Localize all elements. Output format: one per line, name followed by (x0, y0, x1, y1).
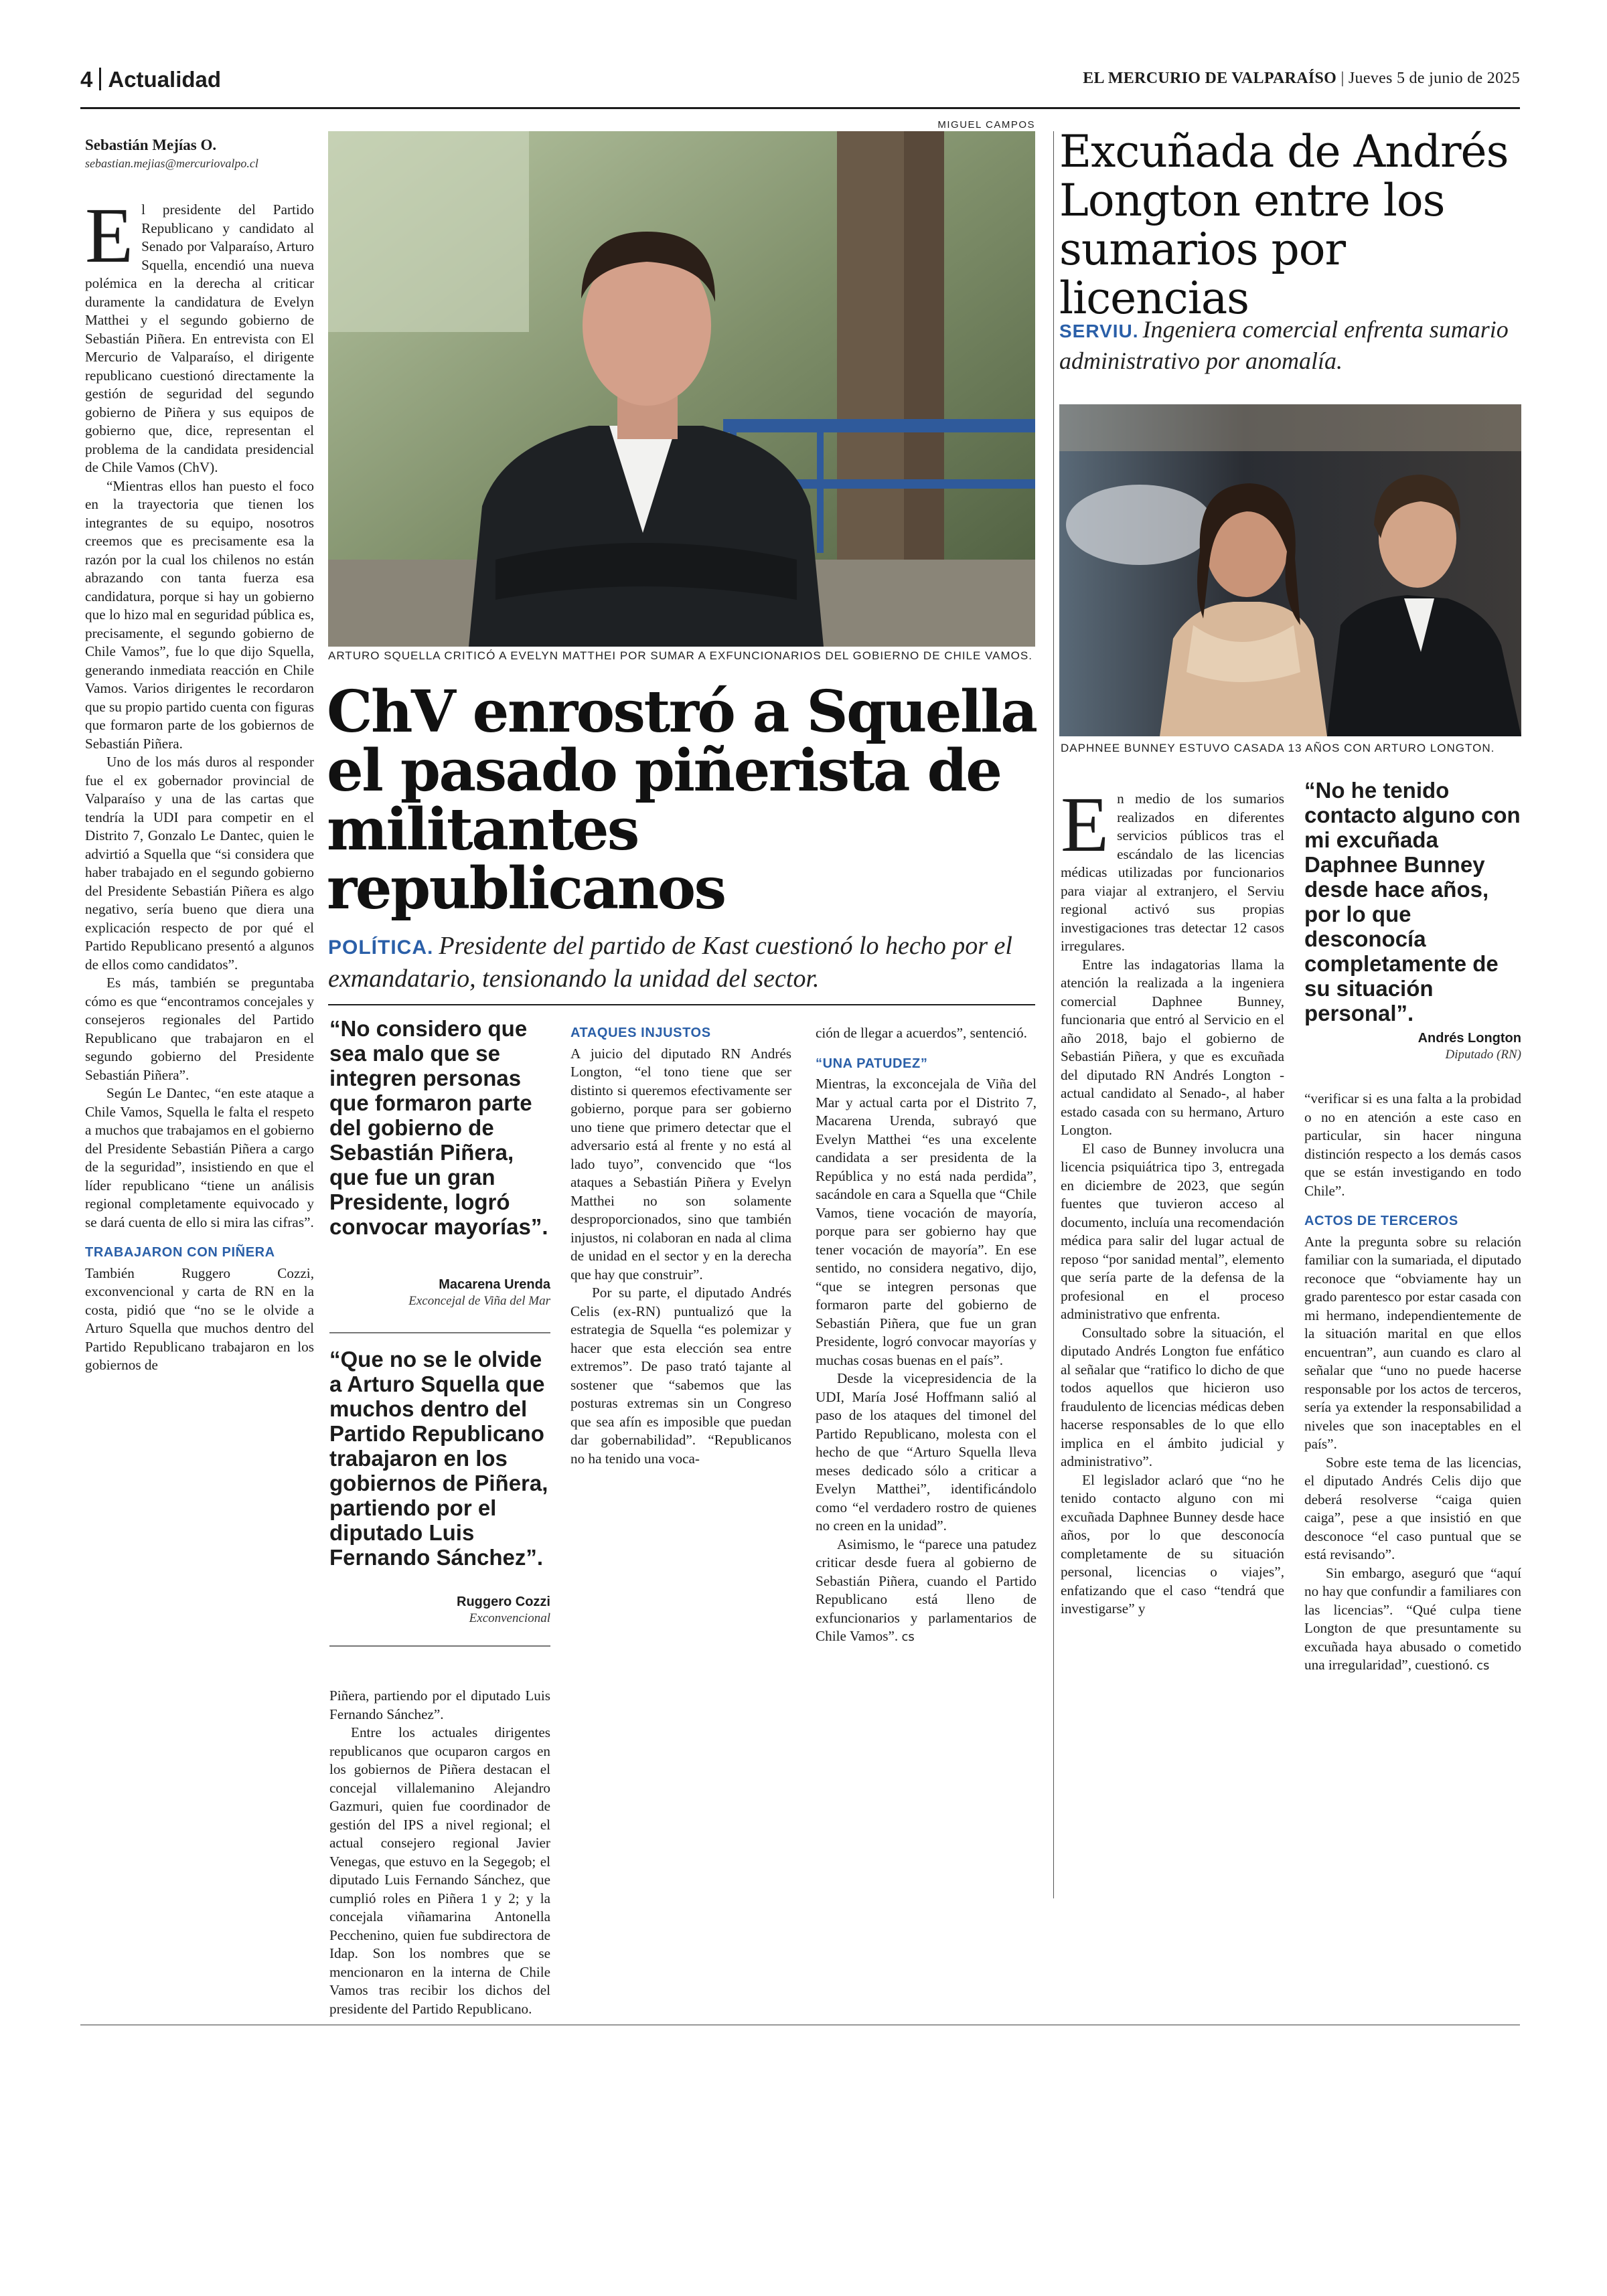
page-header (80, 64, 1520, 104)
end-mark-icon: cs (901, 1630, 915, 1644)
quote-speaker-role: Exconvencional (469, 1611, 550, 1625)
main-photo-caption: ARTURO SQUELLA CRITICÓ A EVELYN MATTHEI POR SUMAR A EXFUNCIONARIOS DEL GOBIERNO DE CHILE VAMOS. (328, 649, 1032, 662)
side-headline: Excuñada de Andrés Longton entre los sumarios por licencias (1059, 126, 1509, 324)
section-name: Actualidad (108, 67, 222, 92)
paragraph: Sobre este tema de las licencias, el diputado Andrés Celis dijo que deberá resolverse “caiga quien caiga”, pese a que insistió en que desconoce “el caso puntual que se está revisando”. (1304, 1454, 1521, 1562)
byline (85, 137, 319, 171)
paragraph: Entre las indagatorias llama la atención la realizada a la ingeniera comercial Daphnee Bunney, funcionaria que entró al Servicio en el año 2018, bajo el gobierno de Sebastián Piñera, y que es excuñada del diputado RN Andrés Longton -actual candidato al Senado-, al haber estado casada con su hermano, Arturo Longton. (1061, 956, 1284, 1138)
author-email: sebastian.mejias@mercuriovalpo.cl (85, 157, 258, 170)
side-article-column-2 (1304, 1090, 1521, 1886)
deck-tag: POLÍTICA. (328, 936, 434, 959)
paragraph: Uno de los más duros al responder fue el ex gobernador provincial de Valparaíso y una de las cartas que tendría la UDI para competir en el Distrito 7, Gonzalo Le Dantec, quien le advirtió a Squella que “si considera que haber trabajado en el segundo gobierno del Presidente Sebastián Piñera es algo negativo, sería bueno que diera una explicación respecto de por qué el Partido Republicano presentó a algunos de ellos como candidatos”. (85, 754, 314, 973)
paragraph: Consultado sobre la situación, el diputado Andrés Longton fue enfático al señalar que “ratifico lo dicho de que todos aquellos que hicieron uso fraudulento de licencias médicas deben hacerse responsables de lo que ello implica en el ámbito judicial y administrativo”. (1061, 1324, 1284, 1469)
paragraph: Sin embargo, aseguró que “aquí no hay que confundir a familiares con las licencias”. “Qué culpa tiene Longton de que presuntamente su excuñada haya abusado o cometido una irregularidad”, cuestionó. cs (1304, 1564, 1521, 1673)
paragraph: Asimismo, le “parece una patudez criticar desde fuera al gobierno de Sebastián Piñera, cuando el Partido Republicano está lleno de exfuncionarios y parlamentarios de Chile Vamos”. cs (816, 1536, 1037, 1644)
couple-photo-illustration (1059, 404, 1521, 736)
pull-quote-3-text: “No he tenido contacto alguno con mi excuñada Daphnee Bunney desde hace años, por lo que desconocía completamente de su situación personal”. (1304, 778, 1521, 1026)
subheading: ACTOS DE TERCEROS (1304, 1214, 1458, 1228)
quote-speaker: Ruggero Cozzi (457, 1594, 550, 1609)
paragraph: Entre los actuales dirigentes republicanos que ocuparon cargos en los gobiernos de Piñera destacan el concejal villalemanino Alejandro Gazmuri, quien fue coordinador de gestión del IPS a nivel regional; el actual consejero regional Javier Venegas, que estuvo en la Segegob; el diputado Luis Fernando Sánchez, que cumplió roles en Piñera 1 y 2; y la concejala viñamarina Antonella Pecchenino, quien fue subdirectora de Idap. Son los nombres que se mencionaron en la interna de Chile Vamos tras recibir los dichos del presidente del Partido Republicano. (329, 1724, 550, 2017)
paragraph: Desde la vicepresidencia de la UDI, María José Hoffmann salió al paso de los ataques del timonel del Partido Republicano, molesta con el hecho de que “Arturo Squella lleva meses dedicado sólo a criticar a Evelyn Matthei”, identificándolo como “el verdadero rostro de quienes no creen en la unidad”. (816, 1370, 1037, 1534)
main-photo (328, 131, 1035, 647)
paragraph: El caso de Bunney involucra una licencia psiquiátrica tipo 3, entregada en diciembre de 2023, que según fuentes que tuvieron acceso al documento, incluía una recomendación médica para salir del lugar actual de reposo “por sanidad mental”, elemento que sería parte de la defensa de la profesional en el proceso administrativo que enfrenta. (1061, 1140, 1284, 1322)
main-article-column-1 (85, 191, 314, 1888)
portrait-illustration (328, 131, 1035, 647)
author-name: Sebastián Mejías O. (85, 137, 217, 153)
side-photo-caption: DAPHNEE BUNNEY ESTUVO CASADA 13 AÑOS CON ARTURO LONGTON. (1061, 742, 1495, 754)
main-article-column-4 (816, 1024, 1037, 1888)
side-photo (1059, 404, 1521, 736)
quote-speaker-role: Exconcejal de Viña del Mar (408, 1294, 550, 1308)
subheading: ATAQUES INJUSTOS (570, 1026, 711, 1040)
main-headline: ChV enrostró a Squella el pasado piñerista de militantes republicanos (327, 678, 1037, 922)
paragraph: Por su parte, el diputado Andrés Celis (ex-RN) puntualizó que la estrategia de Squella “es polemizar y hacer que esta elección sea entre extremos”. De paso trató tajante al sostener que “sabemos que las posturas extremas sin un Congreso que sea afín es imposible que puedan dar gobernabilidad”. “Republicanos no ha tenido una voca- (570, 1285, 791, 1467)
column-divider (1053, 131, 1054, 1898)
quote-divider (329, 1332, 550, 1333)
page-number: 4 (80, 67, 93, 92)
header-separator: | (1341, 70, 1349, 87)
paragraph: En medio de los sumarios realizados en diferentes servicios públicos tras el escándalo de las licencias médicas utilizadas por funcionarios para viajar al extranjero, el Serviu regional activó sus propias investigaciones tras detectar 12 casos irregulares. (1061, 781, 1284, 954)
pull-quote-1: “No considero que sea malo que se integren personas que formaron parte del gobierno de Sebastián Piñera, que fue un gran Presidente, logró convocar mayorías”. (329, 1016, 548, 1239)
deck-rule (328, 1004, 1035, 1005)
deck-text: Presidente del partido de Kast cuestionó lo hecho por el exmandatario, tensionando la unidad del sector. (328, 932, 1012, 993)
pull-quote-2: “Que no se le olvide a Arturo Squella que muchos dentro del Partido Republicano trabajaron en los gobiernos de Piñera, partiendo por el diputado Luis Fernando Sánchez”. (329, 1347, 548, 1570)
quote-speaker: Macarena Urenda (439, 1277, 550, 1292)
paragraph: ción de llegar a acuerdos”, sentenció. (816, 1025, 1027, 1041)
paragraph: El presidente del Partido Republicano y candidato al Senado por Valparaíso, Arturo Squella, encendió una nueva polémica en la derecha al criticar duramente la candidatura de Evelyn Matthei y el segundo gobierno de Sebastián Piñera. En entrevista con El Mercurio de Valparaíso, el dirigente republicano cuestionó directamente la gestión de seguridad del segundo gobierno de Piñera y sus equipos de gobierno que, dice, representan el problema de la candidata presidencial de Chile Vamos (ChV). (85, 191, 314, 475)
paragraph: El legislador aclaró que “no he tenido contacto alguno con mi excuñada Daphnee Bunney desde hace años, por lo que desconocía completamente de su situación personal, licencias o viajes”, enfatizando que el caso “tendrá que investigarse” y (1061, 1471, 1284, 1617)
paragraph: Mientras, la exconcejala de Viña del Mar y actual carta por el Distrito 7, Macarena Urenda, subrayó que Evelyn Matthei “es una excelente candidata a ser presidenta de la República y no está nada perdida”, sacándole en cara a Squella que “Chile Vamos, tiene vocación de mayoría, porque para ser gobierno hay que tener vocación de mayoría”. En ese sentido, no considera negativo, dijo, “que se integren personas que formaron parte del gobierno de Sebastián Piñera, que fue un gran Presidente, logró convocar mayorías y muchas cosas buenas en el país”. (816, 1076, 1037, 1368)
side-article-column-1 (1061, 781, 1284, 1888)
pull-quote-1-attribution (329, 1277, 550, 1309)
issue-date: Jueves 5 de junio de 2025 (1348, 70, 1520, 87)
masthead: EL MERCURIO DE VALPARAÍSO (1083, 70, 1337, 87)
paragraph: Ante la pregunta sobre su relación familiar con la sumariada, el diputado reconoce que “obviamente hay un grado parentesco por estar casada con mi hermano, independientemente de la situación marital en que ellos encuentran”, aun cuando es claro al señalar que “uno no puede hacerse responsable por los actos de terceros, sería ya extender la responsabilidad a niveles que son inaceptables en el país”. (1304, 1233, 1521, 1452)
deck-text: Ingeniera comercial enfrenta sumario administrativo por anomalía. (1059, 316, 1509, 374)
subheading: TRABAJARON CON PIÑERA (85, 1245, 275, 1260)
drop-cap: E (85, 191, 134, 279)
paragraph: Según Le Dantec, “en este ataque a Chile Vamos, Squella le falta el respeto a muchos que trabajamos en el gobierno del Presidente Sebastián Piñera a cargo de la seguridad”, insistiendo en que el líder republicano “tiene un análisis regional completamente equivocado y se dará cuenta de ello si mira las cifras”. (85, 1085, 314, 1230)
pull-quote-3 (1304, 778, 1521, 1026)
quote-speaker: Andrés Longton (1418, 1031, 1521, 1046)
footer-rule (80, 2024, 1520, 2026)
paragraph: A juicio del diputado RN Andrés Longton, “el tono tiene que ser distinto si queremos efectivamente ser gobierno, porque para ser gobierno uno tiene que primero detectar que el adversario está al frente y no está al lado tuyo”, convencido que “los ataques a Sebastián Piñera y Evelyn Matthei no son solamente desproporcionados, sino que también injustos, ni colaboran en nada al clima de unidad en el sector y en la derecha que hay que construir”. (570, 1045, 791, 1283)
subheading: “UNA PATUDEZ” (816, 1056, 928, 1071)
photo-credit: MIGUEL CAMPOS (937, 119, 1035, 131)
header-rule (80, 107, 1520, 109)
side-deck (1059, 315, 1528, 376)
header-divider (99, 68, 101, 90)
section-label (80, 67, 221, 92)
quote-speaker-role: Diputado (RN) (1445, 1048, 1521, 1062)
end-mark-icon: cs (1476, 1659, 1490, 1673)
masthead-line (1083, 70, 1520, 88)
main-deck (328, 930, 1038, 994)
pull-quote-3-attribution (1304, 1031, 1521, 1062)
pull-quote-2-attribution (329, 1594, 550, 1626)
drop-cap: E (1061, 781, 1109, 868)
deck-tag: SERVIU. (1059, 321, 1139, 341)
paragraph: Es más, también se preguntaba cómo es que “encontramos concejales y consejeros regionales del Partido Republicano que trabajaron en el segundo gobierno del Presidente Sebastián Piñera”. (85, 975, 314, 1083)
main-article-column-3 (570, 1024, 791, 1888)
paragraph: “verificar si es una falta a la probidad o no en atención a este caso en particular, sin hacer ninguna distinción respecto a los demás casos que se están investigando en todo Chile”. (1304, 1090, 1521, 1199)
paragraph: También Ruggero Cozzi, exconvencional y carta de RN en la costa, pidió que “no se le olvide a Arturo Squella que muchos dentro del Partido Republicano trabajaron en los gobiernos de (85, 1264, 314, 1373)
paragraph: Piñera, partiendo por el diputado Luis Fernando Sánchez”. (329, 1688, 550, 1722)
paragraph: “Mientras ellos han puesto el foco en la trayectoria que tienen los integrantes de su equipo, nosotros creemos que es precisamente esa la razón por la cual los chilenos no están abrazando con tanta fuerza esa candidatura, porque si hay un gobierno que lo hizo mal en seguridad pública es, precisamente, el segundo gobierno de Chile Vamos”, fue lo que dijo Squella, generando inmediata reacción en Chile Vamos. Varios dirigentes le recordaron que su propio partido cuenta con figuras que formaron parte de los gobiernos de Sebastián Piñera. (85, 477, 314, 752)
main-article-column-2 (329, 1687, 550, 2017)
quote-divider (329, 1645, 550, 1647)
